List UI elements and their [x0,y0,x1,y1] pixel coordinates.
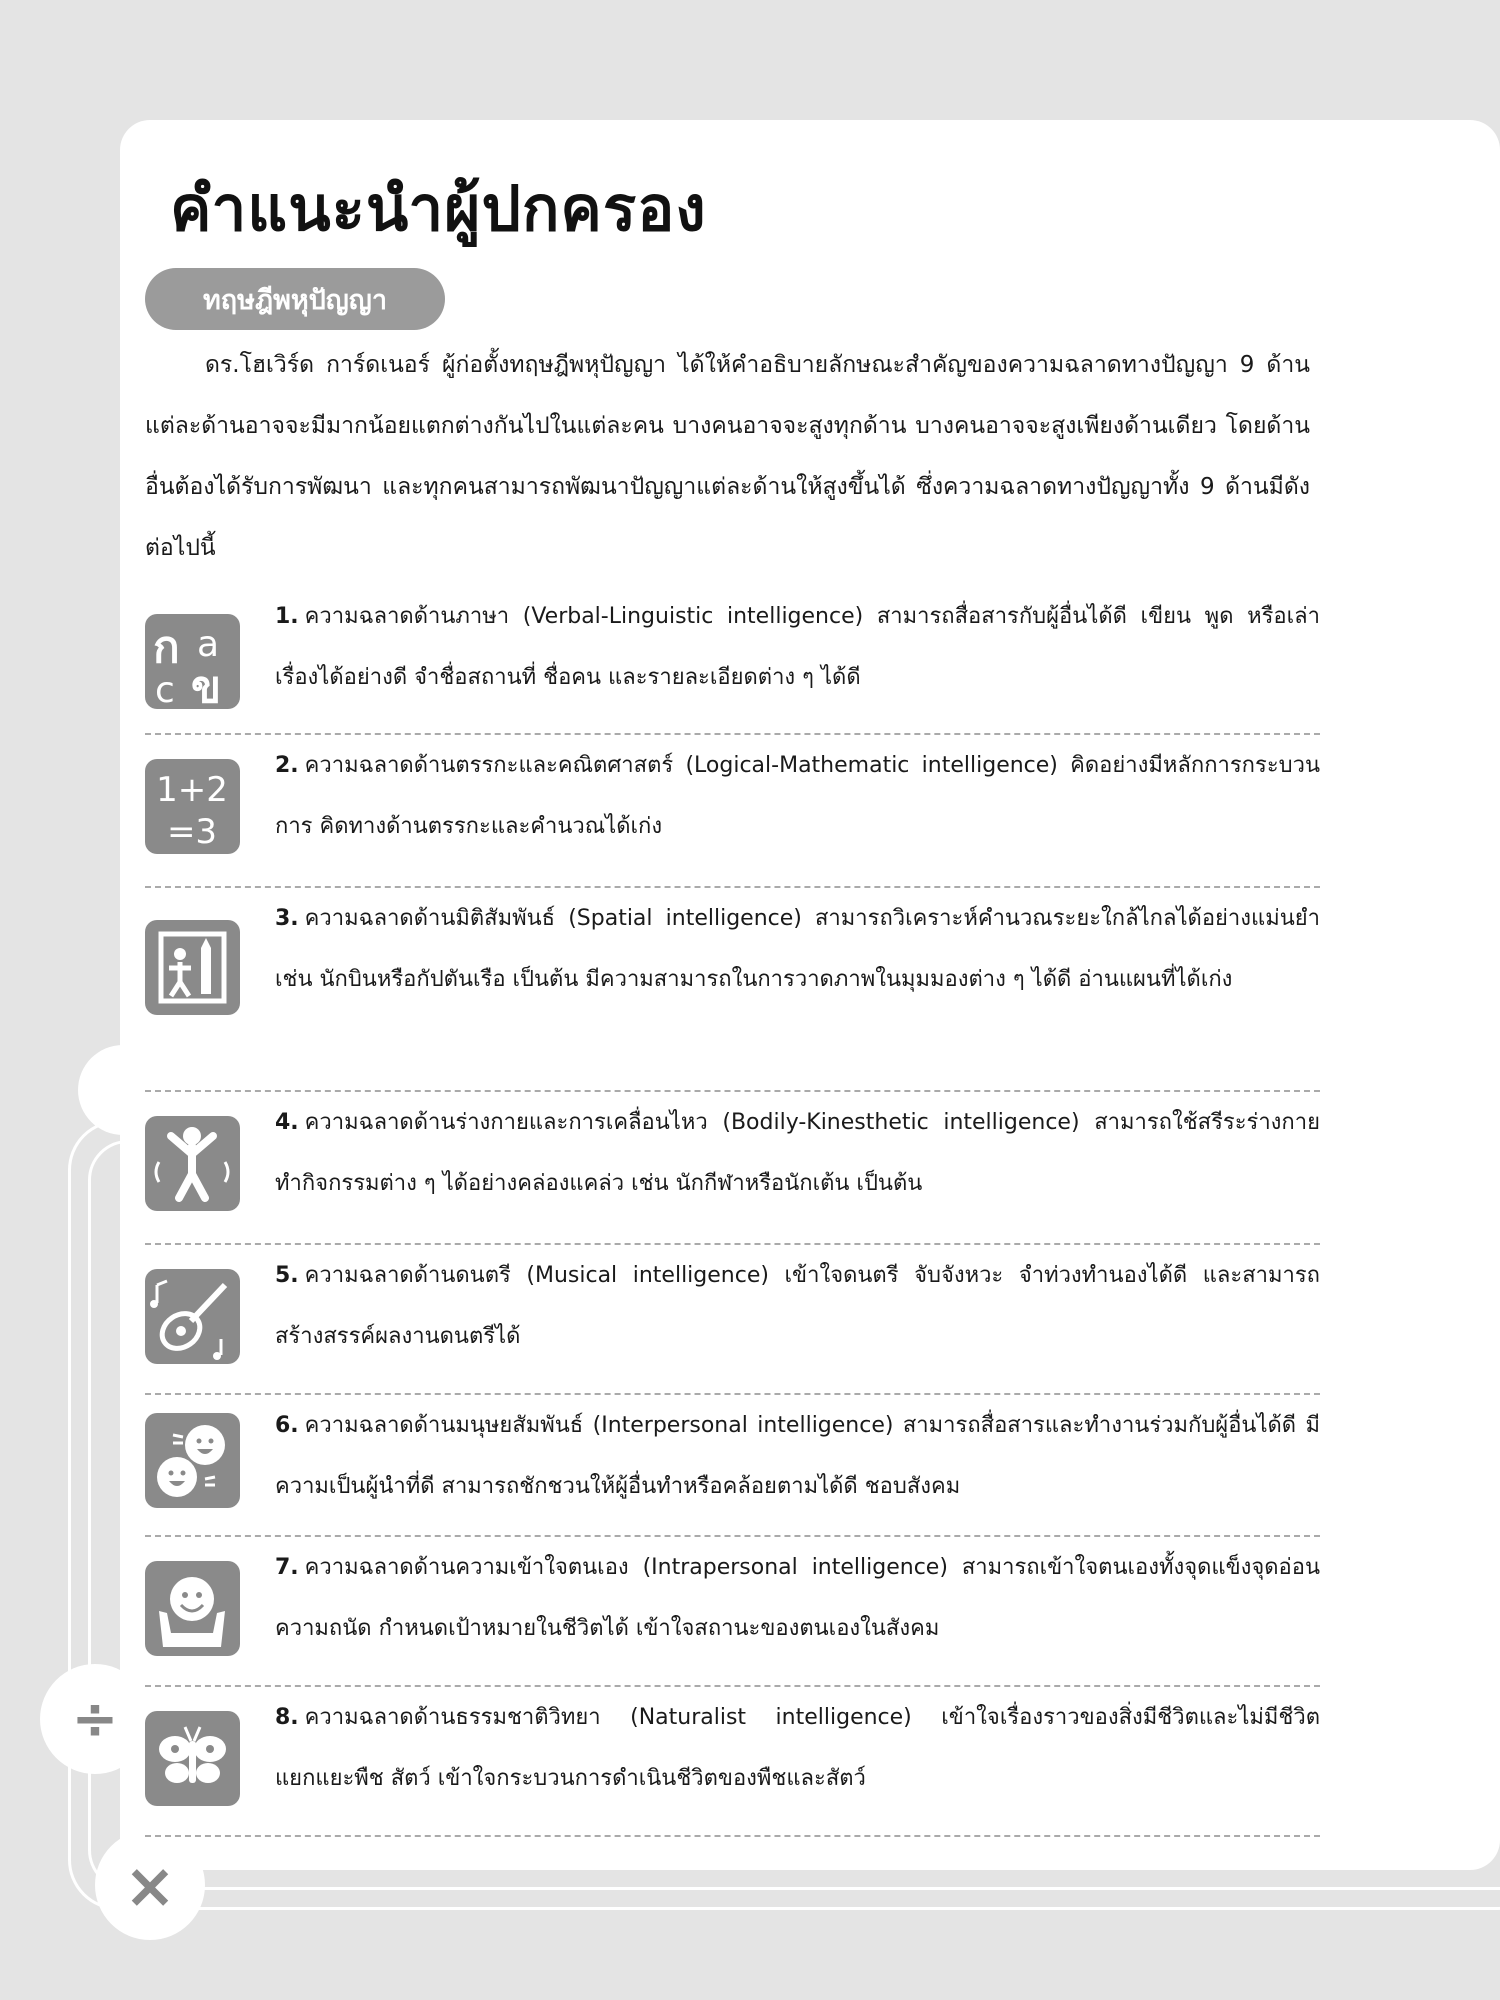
list-item [145,1687,1320,1837]
guitar-music-icon [145,1269,240,1364]
intro-paragraph [145,335,1310,579]
svg-text:c: c [155,670,175,709]
happy-self-icon [145,1561,240,1656]
item-text: 1. ความฉลาดด้านภาษา (Verbal-Linguistic intelligence) สามารถสื่อสารกับผู้อื่นได้ดี เขียน พูด หรือเล่าเรื่องได้อย่างดี จำชื่อสถานที่ ชื่อคน และรายละเอียดต่าง ๆ ได้ดี [275,604,1320,690]
list-item [145,888,1320,1092]
item-text: 5. ความฉลาดด้านดนตรี (Musical intelligence) เข้าใจดนตรี จับจังหวะ จำท่วงทำนองได้ดี และสามารถสร้างสรรค์ผลงานดนตรีได้ [275,1263,1320,1349]
item-text: 6. ความฉลาดด้านมนุษยสัมพันธ์ (Interpersonal intelligence) สามารถสื่อสารและทำงานร่วมกับผู้อื่นได้ดี มีความเป็นผู้นำที่ดี สามารถชักชวนให้ผู้อื่นทำหรือคล้อยตามได้ดี ชอบสังคม [275,1413,1320,1499]
svg-text:1+2: 1+2 [156,770,228,810]
list-item [145,582,1320,735]
picture-pencil-icon [145,920,240,1015]
list-item [145,1092,1320,1245]
item-text: 8. ความฉลาดด้านธรรมชาติวิทยา (Naturalist intelligence) เข้าใจเรื่องราวของสิ่งมีชีวิตและไม่มีชีวิต แยกแยะพืช สัตว์ เข้าใจกระบวนการดำเนินชีวิตของพืชและสัตว์ [275,1705,1320,1791]
thai-letters-icon [145,614,240,709]
multiply-icon: × [95,1830,205,1940]
list-item [145,1245,1320,1395]
list-item [145,735,1320,888]
dancing-person-icon [145,1116,240,1211]
list-item [145,1537,1320,1687]
svg-text:=3: =3 [166,812,218,852]
item-text: 4. ความฉลาดด้านร่างกายและการเคลื่อนไหว (Bodily-Kinesthetic intelligence) สามารถใช้สรีระร่างกายทำกิจกรรมต่าง ๆ ได้อย่างคล่องแคล่ว เช่น นักกีฬาหรือนักเต้น เป็นต้น [275,1110,1320,1196]
two-faces-talking-icon [145,1413,240,1508]
item-text: 7. ความฉลาดด้านความเข้าใจตนเอง (Intrapersonal intelligence) สามารถเข้าใจตนเองทั้งจุดแข็งจุดอ่อน ความถนัด กำหนดเป้าหมายในชีวิตได้ เข้าใจสถานะของตนเองในสังคม [275,1555,1320,1641]
divide-icon: ÷ [40,1664,150,1774]
math-equation-icon [145,759,240,854]
intelligence-list [145,582,1320,1837]
butterfly-icon [145,1711,240,1806]
page-title: คำแนะนำผู้ปกครอง [170,172,707,245]
intro-text: ดร.โฮเวิร์ด การ์ดเนอร์ ผู้ก่อตั้งทฤษฎีพหุปัญญา ได้ให้คำอธิบายลักษณะสำคัญของความฉลาดทางปัญญา 9 ด้าน แต่ละด้านอาจจะมีมากน้อยแตกต่างกันไปในแต่ละคน บางคนอาจจะสูงทุกด้าน บางคนอาจจะสูงเพียงด้านเดียว โดยด้านอื่นต้องได้รับการพัฒนา และทุกคนสามารถพัฒนาปัญญาแต่ละด้านให้สูงขึ้นได้ ซึ่งความฉลาดทางปัญญาทั้ง 9 ด้านมีดังต่อไปนี้ [145,352,1310,561]
svg-text:ข: ข [191,662,222,709]
svg-text:a: a [197,624,220,665]
item-text: 2. ความฉลาดด้านตรรกะและคณิตศาสตร์ (Logical-Mathematic intelligence) คิดอย่างมีหลักการกระบวนการ คิดทางด้านตรรกะและคำนวณได้เก่ง [275,753,1320,839]
item-text: 3. ความฉลาดด้านมิติสัมพันธ์ (Spatial intelligence) สามารถวิเคราะห์คำนวณระยะใกล้ไกลได้อย่างแม่นยำ เช่น นักบินหรือกัปตันเรือ เป็นต้น มีความสามารถในการวาดภาพในมุมมองต่าง ๆ ได้ดี อ่านแผนที่ได้เก่ง [275,906,1320,992]
list-item [145,1395,1320,1537]
section-label: ทฤษฎีพหุปัญญา [145,268,445,330]
svg-text:ก: ก [153,622,180,673]
